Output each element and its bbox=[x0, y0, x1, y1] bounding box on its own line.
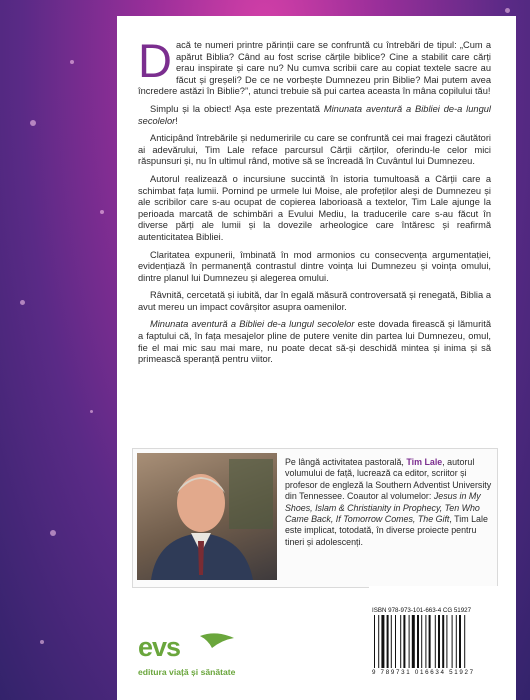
sparkle-decoration bbox=[70, 60, 74, 64]
author-works: Jesus in My Shoes, Islam & Christianity in Prophecy, Ten Who Came Back, If Tomorrow Comes, The Gift bbox=[285, 491, 481, 525]
barcode-bar bbox=[412, 615, 415, 668]
barcode-bar bbox=[421, 615, 422, 668]
barcode-bar bbox=[381, 615, 384, 668]
description-text bbox=[138, 34, 491, 372]
paragraph: Claritatea expunerii, îmbinată în mod armonios cu consecvența argumentației, evidențiază în permanență contrastul dintre voința lui Dumnezeu și voința omului, dintre planul lui Dumnezeu și alegerea omului. bbox=[138, 249, 491, 283]
paragraph-text: Simplu și la obiect! Așa este prezentată bbox=[150, 103, 324, 114]
barcode-bar bbox=[459, 615, 461, 668]
sparkle-decoration bbox=[40, 640, 44, 644]
paragraph: Râvnită, cercetată și iubită, dar în egală măsură controversată și renegată, Biblia a avut mereu un impact covârșitor asupra oamenilor. bbox=[138, 290, 491, 312]
barcode-bar bbox=[464, 615, 465, 668]
barcode-bar bbox=[374, 615, 375, 668]
paragraph bbox=[138, 319, 491, 365]
barcode-bar bbox=[395, 615, 396, 668]
sparkle-decoration bbox=[50, 530, 56, 536]
paragraph: Autorul realizează o incursiune succintă în istoria tumultoasă a Cărții care a schimbat fața lumii. Pornind pe urmele lui Moise, ale profeților aleși de Dumnezeu și ale scribilor care s-au ocupat de copierea laborioasă a textelor, Tim Lale ajunge la perioada marcată de schimbări a Evului Mediu, la traducerile care s-au făcut în diverse părți ale lumii și la dovezile arheologice care întăresc și reafirmă autenticitatea Bibliei. bbox=[138, 173, 491, 242]
sparkle-decoration bbox=[100, 210, 104, 214]
paragraph bbox=[138, 104, 491, 127]
paragraph: Anticipând întrebările și nedumeririle cu care se confruntă cei mai fragezi căutători ai adevărului, Tim Lale reface parcursul Cărții cărților, oferindu-le celor mici răspunsuri și, nu în ultimul rând, motive să se încreadă în Cuvântul lui Dumnezeu. bbox=[138, 133, 491, 167]
barcode-bar bbox=[429, 615, 431, 668]
paragraph-text: ! bbox=[175, 115, 178, 126]
bio-text: , Tim Lale este implicat, totodată, în diverse proiecte pentru tineri și adolescenți. bbox=[285, 514, 488, 547]
barcode-bar bbox=[400, 615, 401, 668]
barcode-bar bbox=[438, 615, 440, 668]
intro-text: acă te numeri printre părinții care se confruntă cu întrebări de tipul: „Cum a apărut Biblia? Când au fost scrise cărțile biblice? Cine a stabilit care cărți erau inspirate și care nu? Nu cumva scribii care au copiat textele sacre au făcut și greșeli? De ce ne vorbește Dumnezeu prin Biblie? Mai putem avea încredere astăzi în Biblie?”, atunci trebuie să pui cartea aceasta în mâna copilului tău! bbox=[138, 40, 491, 97]
author-photo bbox=[137, 453, 277, 580]
barcode-bar bbox=[378, 615, 379, 668]
isbn-label: ISBN 978-973-101-663-4 CG 51927 bbox=[372, 607, 472, 614]
bio-text: , autorul volumului de față, lucrează ca editor, scriitor și profesor de engleză la Southern Adventist University din Tennessee. Coautor al volumelor: bbox=[285, 457, 492, 502]
intro-paragraph bbox=[138, 34, 491, 98]
dropcap-letter: D bbox=[138, 34, 172, 87]
barcode-bar bbox=[417, 615, 419, 668]
sparkle-decoration bbox=[20, 300, 25, 305]
book-title: Minunata aventură a Bibliei de-a lungul secolelor bbox=[138, 103, 491, 126]
barcode-bar bbox=[442, 615, 444, 668]
barcode-image bbox=[372, 615, 516, 668]
barcode-bar bbox=[409, 615, 410, 668]
barcode-bar bbox=[446, 615, 447, 668]
author-bio bbox=[285, 457, 493, 548]
author-portrait-image bbox=[137, 453, 277, 580]
barcode-bar bbox=[425, 615, 426, 668]
barcode-bar bbox=[435, 615, 436, 668]
bio-text: Pe lângă activitatea pastorală, bbox=[285, 457, 407, 467]
paragraph-text: este dovada firească și lămurită a faptului că, în fața mesajelor pline de putere venite din partea lui Dumnezeu, omul, fie el mai mic sau mai mare, nu poate decat să-și deschidă mintea și inima și să primească speranță pentru viitor. bbox=[138, 319, 491, 365]
barcode-bar bbox=[391, 615, 392, 668]
book-title: Minunata aventură a Bibliei de-a lungul secolelor bbox=[150, 319, 355, 330]
barcode-digits: 9 789731 016634 51927 bbox=[372, 669, 475, 676]
author-name: Tim Lale bbox=[406, 457, 443, 467]
barcode-bar bbox=[387, 615, 389, 668]
sparkle-decoration bbox=[90, 410, 93, 413]
publisher-name: editura viață și sănătate bbox=[138, 667, 236, 677]
sparkle-decoration bbox=[505, 8, 510, 13]
barcode-bar bbox=[456, 615, 457, 668]
barcode-bar bbox=[452, 615, 453, 668]
barcode-bar bbox=[403, 615, 405, 668]
sparkle-decoration bbox=[30, 120, 36, 126]
publisher-logo: evs bbox=[138, 632, 181, 662]
